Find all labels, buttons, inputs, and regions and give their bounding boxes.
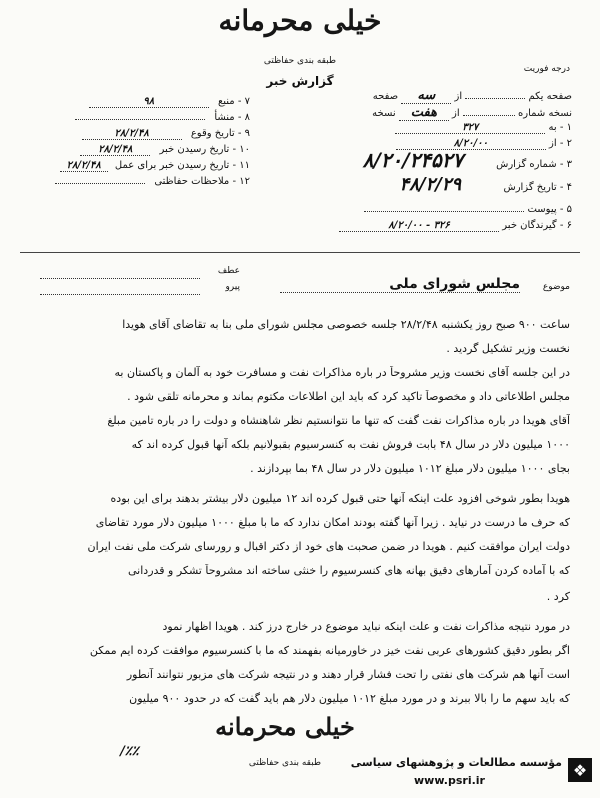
- body-line-7: بجای ۱۰۰۰ میلیون دلار مبلغ ۱۰۱۲ میلیون دلار در سال ۴۸ بما بپردازند .: [250, 462, 570, 475]
- bottom-classification-caption: طبقه بندی حفاظتی: [248, 758, 322, 768]
- institute-logo-icon: ❖: [568, 758, 592, 782]
- body-line-10: دولت ایران موافقت کنیم . هویدا در ضمن صحبت های خود از دکتر اقبال و رورسای شرکت ملی نفت ایران: [87, 540, 570, 553]
- peyro-line: [40, 294, 200, 295]
- field-action-date: ۱۱ - تاریخ رسیدن خبر برای عمل ۲۸/۲/۴۸: [40, 160, 250, 172]
- watermark-org: مؤسسه مطالعات و پژوهشهای سیاسی: [350, 756, 562, 769]
- bottom-classification-stamp: خیلی محرمانه: [215, 712, 355, 741]
- watermark: [336, 752, 596, 796]
- field-copy-number: نسخه شماره از هفت نسخه: [372, 105, 572, 120]
- field-attachment: ۵ - پیوست: [312, 204, 572, 215]
- body-line-2: نخست وزیر تشکیل گردید .: [446, 342, 570, 355]
- atf-label: عطف: [217, 266, 240, 276]
- body-line-12: کرد .: [546, 590, 570, 603]
- watermark-url: www.psri.ir: [414, 774, 485, 787]
- atf-line: [40, 278, 200, 279]
- field-report-number: ۳ - شماره گزارش ۸/۲۰/۲۴۵۲۷: [362, 148, 572, 172]
- field-report-date: ۴ - تاریخ گزارش ۴۸/۲/۲۹: [399, 174, 572, 195]
- body-line-5: آقای هویدا در باره مذاکرات نفت گفت که تنها ما نتوانستیم نظر شاهنشاه و دولت را در باره تامین مبلغ: [107, 414, 570, 427]
- urgency-label: درجه فوریت: [523, 64, 570, 74]
- field-to: ۱ - به ۳۲۷: [312, 122, 572, 134]
- classification-caption: طبقه بندی حفاظتی: [263, 56, 337, 66]
- field-received-date: ۱۰ - تاریخ رسیدن خبر ۲۸/۲/۴۸: [40, 144, 250, 156]
- field-security-notes: ۱۲ - ملاحظات حفاظتی: [40, 176, 250, 187]
- field-recipients: ۶ - گیرندگان خبر ۳۲۶ - ۸/۲۰/۰۰: [282, 220, 572, 232]
- field-from: ۲ - از ۸/۲۰/۰۰: [312, 138, 572, 150]
- end-mark: /٪٪: [120, 744, 139, 759]
- subject-label: موضوع: [542, 282, 570, 292]
- right-fields-block: [312, 88, 572, 248]
- field-page: صفحه یکم از سه صفحه: [372, 88, 572, 103]
- field-occurrence-date: ۹ - تاریخ وقوع ۲۸/۲/۴۸: [40, 128, 250, 140]
- top-classification-stamp: خیلی محرمانه: [218, 4, 382, 37]
- body-line-14: اگر بطور دقیق کشورهای عربی نفت خیز در خاورمیانه بفهمند که ما با کنسرسیوم موافقت کرده ایم ممکن: [89, 644, 570, 657]
- header-divider: [20, 252, 580, 253]
- field-source: ۷ - منبع ۹۸: [40, 96, 250, 108]
- body-line-8: هویدا بطور شوخی افزود علت اینکه آنها حتی قبول کرده اند ۱۲ میلیون دلار بیشتر بدهند برای این بوده: [110, 492, 570, 505]
- report-title: گزارش خبر: [266, 74, 334, 88]
- body-line-13: در مورد نتیجه مذاکرات نفت و علت اینکه نباید موضوع در خارج درز کند . هویدا اظهار نمود: [162, 620, 570, 633]
- body-line-3: در این جلسه آقای نخست وزیر مشروحاً در باره مذاکرات نفت و مسافرت خود به آلمان و پاکستان به: [114, 366, 570, 379]
- body-line-11: که با آماده کردن آمارهای دقیق بهانه های کنسرسیوم را خنثی ساخته اند مشروحاً تشکر و قدردانی: [128, 564, 570, 577]
- body-line-6: ۱۰۰۰ میلیون دلار در سال ۴۸ بابت فروش نفت به کنسرسیوم بقبولانیم بلکه آنها قبول کرده اند که: [131, 438, 570, 451]
- body-line-16: که باید سهم ما را بالا ببرند و در مورد مبلغ ۱۰۱۲ میلیون دلار هم باید گفت که در حدود ۹۰۰ میلیون: [129, 692, 570, 705]
- body-line-4: مجلس اطلاعاتی داد و مخصوصاً تاکید کرد که باید این اطلاعات مکتوم بماند و محرمانه تلقی شود .: [127, 390, 570, 403]
- subject-value: مجلس شورای ملی: [280, 276, 520, 293]
- field-origin: ۸ - منشأ: [40, 112, 250, 123]
- body-line-1: ساعت ۹۰۰ صبح روز یکشنبه ۲۸/۲/۴۸ جلسه خصوصی مجلس شورای ملی بنا به تقاضای آقای هویدا: [122, 318, 570, 331]
- peyro-label: پیرو: [225, 282, 240, 292]
- body-line-9: که حرف ما درست در نیاید . زیرا آنها گفته بودند امکان ندارد که ما با مبلغ ۱۰۰۰ میلیون دلار مورد تقاضای: [95, 516, 570, 529]
- body-line-15: است آنها هم شرکت های نفتی را تحت فشار قرار دهند و در نتیجه شرکت های مزبور نتوانند آنطور: [126, 668, 570, 681]
